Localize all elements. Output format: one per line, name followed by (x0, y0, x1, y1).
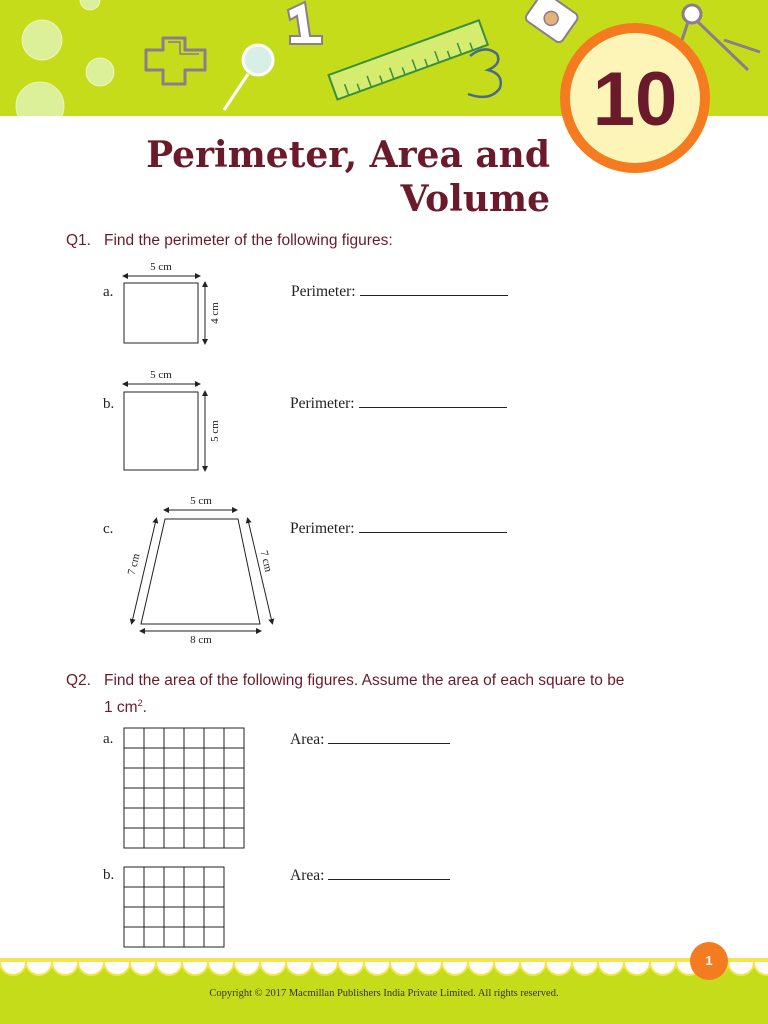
plus-shape-icon (146, 38, 205, 84)
answer-field[interactable] (290, 731, 450, 749)
answer-field[interactable] (290, 867, 450, 885)
scallop-shape (52, 962, 78, 975)
grid-cell (224, 748, 244, 768)
number-three-icon (468, 49, 501, 96)
answer-field[interactable] (291, 283, 508, 301)
dimension-label: 5 cm (150, 261, 172, 273)
grid-cell (184, 867, 204, 887)
scallop-shape (260, 962, 286, 975)
trapezium-figure (120, 490, 280, 650)
grid-cell (204, 768, 224, 788)
scallop-shape (182, 962, 208, 975)
answer-label: Perimeter: (291, 283, 356, 300)
grid-cell (184, 828, 204, 848)
grid-cell (124, 887, 144, 907)
question-number: Q1. (66, 232, 91, 249)
grid-cell (224, 788, 244, 808)
scallop-shape (208, 962, 234, 975)
title-line-1: Perimeter, Area and (146, 134, 550, 176)
answer-label: Perimeter: (290, 395, 355, 412)
question-2 (66, 670, 624, 719)
superscript: 2 (137, 698, 143, 708)
grid-cell (204, 907, 224, 927)
grid-cell (224, 728, 244, 748)
answer-field[interactable] (290, 395, 507, 413)
grid-cell (204, 728, 224, 748)
grid-cell (204, 748, 224, 768)
answer-blank[interactable] (328, 867, 450, 880)
grid-cell (224, 828, 244, 848)
magnifier-icon (224, 45, 273, 110)
grid-cell (144, 808, 164, 828)
scalloped-border (0, 958, 768, 988)
question-text-end: . (142, 699, 147, 717)
dimension-label: 5 cm (190, 495, 212, 507)
answer-label: Perimeter: (290, 520, 355, 537)
grid-cell (164, 927, 184, 947)
question-text-line-1: Find the area of the following figures. Assume the area of each square to be (104, 672, 625, 689)
grid-cell (124, 828, 144, 848)
question-1 (66, 230, 393, 252)
grid-cell (164, 887, 184, 907)
dimension-label: 5 cm (150, 369, 172, 381)
square-figure (110, 366, 230, 476)
item-letter: c. (103, 521, 114, 537)
answer-field[interactable] (290, 520, 507, 538)
scallop-shape (390, 962, 416, 975)
grid-cell (184, 748, 204, 768)
question-text-line-2: 1 cm (104, 699, 138, 717)
scallop-shape (234, 962, 260, 975)
answer-label: Area: (290, 731, 325, 748)
grid-cell (184, 907, 204, 927)
scallop-shape (728, 962, 754, 975)
grid-cell (184, 927, 204, 947)
scallop-shape (650, 962, 676, 975)
scallop-shape (598, 962, 624, 975)
grid-cell (204, 828, 224, 848)
grid-cell (164, 768, 184, 788)
grid-cell (144, 728, 164, 748)
grid-cell (124, 768, 144, 788)
scallop-shape (624, 962, 650, 975)
grid-cell (204, 788, 224, 808)
scallop-shape (104, 962, 130, 975)
rectangle-figure (110, 256, 230, 352)
scallop-shape (156, 962, 182, 975)
dimension-label: 5 cm (209, 420, 221, 442)
grid-cell (124, 788, 144, 808)
grid-figure-a (123, 727, 245, 851)
grid-cell (164, 867, 184, 887)
scallop-shape (286, 962, 312, 975)
grid-cell (164, 788, 184, 808)
grid-cell (204, 887, 224, 907)
grid-cell (164, 748, 184, 768)
grid-cell (224, 808, 244, 828)
grid-cell (184, 768, 204, 788)
grid-cell (124, 808, 144, 828)
grid-cell (184, 788, 204, 808)
grid-cell (144, 828, 164, 848)
dimension-label: 7 cm (125, 552, 143, 577)
grid-cell (144, 867, 164, 887)
grid-cell (204, 867, 224, 887)
grid-figure-b (123, 866, 225, 950)
scallop-shape (130, 962, 156, 975)
grid-cell (144, 788, 164, 808)
grid-cell (164, 728, 184, 748)
grid-cell (224, 768, 244, 788)
grid-cell (204, 927, 224, 947)
item-letter: b. (103, 867, 115, 883)
scallop-shape (520, 962, 546, 975)
grid-cell (204, 808, 224, 828)
scallop-shape (494, 962, 520, 975)
answer-blank[interactable] (328, 731, 450, 744)
grid-cell (124, 927, 144, 947)
scallop-shape (26, 962, 52, 975)
bubble-icon (16, 0, 114, 116)
grid-cell (184, 728, 204, 748)
item-letter: a. (103, 731, 114, 747)
scallop-shape (312, 962, 338, 975)
grid-cell (164, 907, 184, 927)
grid-cell (144, 907, 164, 927)
grid-cell (144, 748, 164, 768)
scallop-shape (572, 962, 598, 975)
scallop-shape (364, 962, 390, 975)
ruler-icon (329, 20, 488, 99)
title-line-2: Volume (400, 178, 550, 220)
answer-label: Area: (290, 867, 325, 884)
grid-cell (164, 828, 184, 848)
answer-blank[interactable] (359, 520, 507, 533)
grid-cell (184, 808, 204, 828)
copyright-text: Copyright © 2017 Macmillan Publishers India Private Limited. All rights reserved. (209, 988, 559, 999)
scallop-shape (0, 962, 26, 975)
footer-top-edge (0, 958, 768, 962)
dimension-label: 7 cm (257, 549, 275, 574)
question-text: Find the perimeter of the following figures: (104, 232, 393, 249)
grid-cell (144, 927, 164, 947)
grid-cell (164, 808, 184, 828)
grid-cell (124, 907, 144, 927)
grid-cell (124, 748, 144, 768)
grid-cell (124, 867, 144, 887)
answer-blank[interactable] (360, 283, 508, 296)
dimension-label: 4 cm (209, 302, 221, 324)
grid-cell (144, 768, 164, 788)
scallop-shape (416, 962, 442, 975)
scallop-shape (754, 962, 768, 975)
dimension-label: 8 cm (190, 634, 212, 646)
page-title (146, 133, 550, 221)
scallop-shape (78, 962, 104, 975)
answer-blank[interactable] (359, 395, 507, 408)
scallop-shape (338, 962, 364, 975)
grid-cell (184, 887, 204, 907)
page-number-badge: 1 (690, 942, 728, 980)
item-letter: b. (103, 396, 115, 412)
grid-cell (144, 887, 164, 907)
scallop-shape (442, 962, 468, 975)
item-letter: a. (103, 284, 114, 300)
scallop-shape (468, 962, 494, 975)
number-one-icon (288, 2, 322, 44)
scallop-shape (546, 962, 572, 975)
chapter-number: 10 (592, 57, 678, 142)
grid-cell (124, 728, 144, 748)
question-number: Q2. (66, 672, 91, 689)
